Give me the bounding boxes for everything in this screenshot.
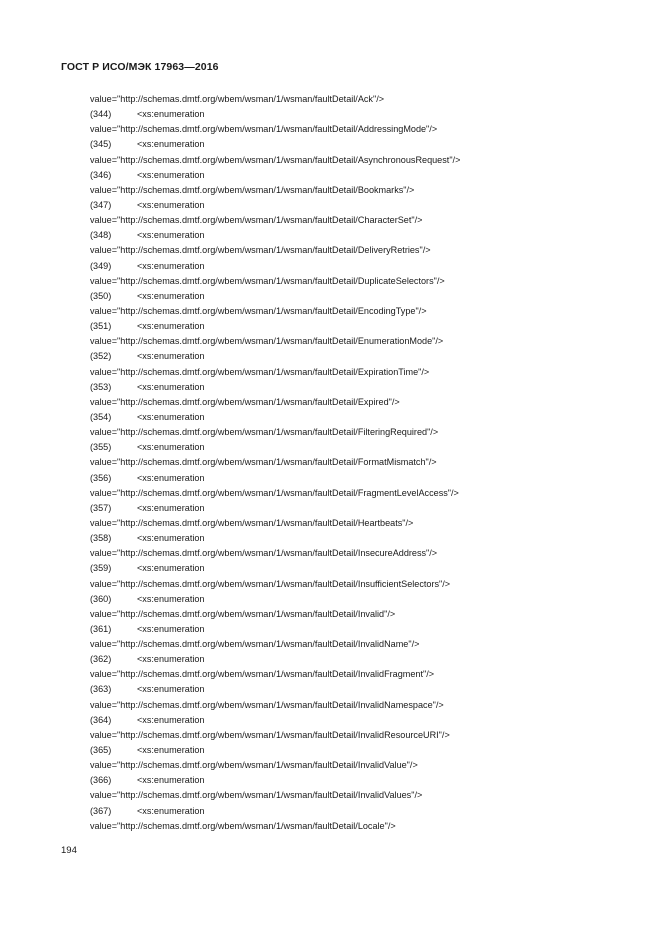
enumeration-keyword: <xs:enumeration [137, 351, 205, 362]
value-line: value="http://schemas.dmtf.org/wbem/wsman/1/wsman/faultDetail/EncodingType"/> [90, 305, 427, 316]
line-number: (353) [90, 381, 112, 392]
enumeration-line [90, 289, 650, 304]
enumeration-line [90, 228, 650, 243]
enumeration-line [90, 501, 650, 516]
enumeration-keyword: <xs:enumeration [137, 411, 205, 422]
entries-list [90, 107, 650, 834]
enumeration-keyword: <xs:enumeration [137, 533, 205, 544]
enumeration-line [90, 410, 650, 425]
line-number: (359) [90, 563, 112, 574]
line-number: (354) [90, 411, 112, 422]
value-line: value="http://schemas.dmtf.org/wbem/wsman/1/wsman/faultDetail/InvalidResourceURI"/> [90, 729, 450, 740]
enumeration-line [90, 561, 650, 576]
code-listing [90, 92, 650, 834]
enumeration-keyword: <xs:enumeration [137, 290, 205, 301]
value-line: value="http://schemas.dmtf.org/wbem/wsman/1/wsman/faultDetail/InvalidValue"/> [90, 760, 418, 771]
line-number: (347) [90, 199, 112, 210]
enumeration-keyword: <xs:enumeration [137, 502, 205, 513]
enumeration-keyword: <xs:enumeration [137, 775, 205, 786]
enumeration-keyword: <xs:enumeration [137, 381, 205, 392]
enumeration-keyword: <xs:enumeration [137, 623, 205, 634]
enumeration-keyword: <xs:enumeration [137, 109, 205, 120]
page-header-title: ГОСТ Р ИСО/МЭК 17963—2016 [61, 61, 219, 73]
enumeration-line [90, 319, 650, 334]
line-number: (355) [90, 442, 112, 453]
value-line: value="http://schemas.dmtf.org/wbem/wsman/1/wsman/faultDetail/InvalidName"/> [90, 639, 420, 650]
enumeration-line [90, 531, 650, 546]
line-number: (360) [90, 593, 112, 604]
value-line: value="http://schemas.dmtf.org/wbem/wsman/1/wsman/faultDetail/CharacterSet"/> [90, 215, 423, 226]
value-line: value="http://schemas.dmtf.org/wbem/wsman/1/wsman/faultDetail/InvalidValues"/> [90, 790, 423, 801]
line-number: (348) [90, 230, 112, 241]
line-number: (345) [90, 139, 112, 150]
enumeration-keyword: <xs:enumeration [137, 472, 205, 483]
value-line: value="http://schemas.dmtf.org/wbem/wsman/1/wsman/faultDetail/Locale"/> [90, 820, 396, 831]
enumeration-line [90, 349, 650, 364]
line-number: (352) [90, 351, 112, 362]
enumeration-keyword: <xs:enumeration [137, 714, 205, 725]
enumeration-keyword: <xs:enumeration [137, 745, 205, 756]
enumeration-line [90, 107, 650, 122]
enumeration-keyword: <xs:enumeration [137, 593, 205, 604]
value-line: value="http://schemas.dmtf.org/wbem/wsman/1/wsman/faultDetail/InvalidNamespace"/> [90, 699, 444, 710]
page-number: 194 [61, 845, 77, 856]
enumeration-line [90, 773, 650, 788]
line-number: (363) [90, 684, 112, 695]
value-line: value="http://schemas.dmtf.org/wbem/wsman/1/wsman/faultDetail/Heartbeats"/> [90, 517, 414, 528]
enumeration-keyword: <xs:enumeration [137, 654, 205, 665]
enumeration-keyword: <xs:enumeration [137, 260, 205, 271]
enumeration-line [90, 440, 650, 455]
enumeration-line [90, 168, 650, 183]
enumeration-keyword: <xs:enumeration [137, 230, 205, 241]
line-number: (366) [90, 775, 112, 786]
line-number: (357) [90, 502, 112, 513]
enumeration-line [90, 198, 650, 213]
value-line: value="http://schemas.dmtf.org/wbem/wsman/1/wsman/faultDetail/FormatMismatch"/> [90, 457, 437, 468]
value-line: value="http://schemas.dmtf.org/wbem/wsman/1/wsman/faultDetail/FilteringRequired"/> [90, 427, 439, 438]
line-number: (344) [90, 109, 112, 120]
enumeration-keyword: <xs:enumeration [137, 169, 205, 180]
value-line: value="http://schemas.dmtf.org/wbem/wsman/1/wsman/faultDetail/AddressingMode"/> [90, 124, 438, 135]
enumeration-line [90, 259, 650, 274]
line-number: (356) [90, 472, 112, 483]
line-number: (362) [90, 654, 112, 665]
value-line: value="http://schemas.dmtf.org/wbem/wsman/1/wsman/faultDetail/InsecureAddress"/> [90, 548, 438, 559]
enumeration-line [90, 804, 650, 819]
value-line: value="http://schemas.dmtf.org/wbem/wsman/1/wsman/faultDetail/Bookmarks"/> [90, 184, 415, 195]
enumeration-line [90, 471, 650, 486]
enumeration-line [90, 743, 650, 758]
enumeration-keyword: <xs:enumeration [137, 805, 205, 816]
value-line: value="http://schemas.dmtf.org/wbem/wsman/1/wsman/faultDetail/DuplicateSelectors"/> [90, 275, 445, 286]
enumeration-line [90, 592, 650, 607]
line-number: (346) [90, 169, 112, 180]
enumeration-keyword: <xs:enumeration [137, 199, 205, 210]
enumeration-line [90, 380, 650, 395]
value-line: value="http://schemas.dmtf.org/wbem/wsman/1/wsman/faultDetail/Invalid"/> [90, 608, 396, 619]
line-number: (367) [90, 805, 112, 816]
line-number: (350) [90, 290, 112, 301]
line-number: (349) [90, 260, 112, 271]
line-number: (358) [90, 533, 112, 544]
line-number: (361) [90, 623, 112, 634]
value-line: value="http://schemas.dmtf.org/wbem/wsman/1/wsman/faultDetail/Ack"/> [90, 94, 385, 104]
value-line: value="http://schemas.dmtf.org/wbem/wsman/1/wsman/faultDetail/FragmentLevelAccess"/> [90, 487, 459, 498]
value-line: value="http://schemas.dmtf.org/wbem/wsman/1/wsman/faultDetail/AsynchronousRequest"/> [90, 154, 461, 165]
enumeration-keyword: <xs:enumeration [137, 321, 205, 332]
line-number: (364) [90, 714, 112, 725]
enumeration-keyword: <xs:enumeration [137, 442, 205, 453]
value-line: value="http://schemas.dmtf.org/wbem/wsman/1/wsman/faultDetail/DeliveryRetries"/> [90, 245, 431, 256]
enumeration-line [90, 622, 650, 637]
enumeration-line [90, 682, 650, 697]
enumeration-line [90, 137, 650, 152]
enumeration-line [90, 652, 650, 667]
value-line: value="http://schemas.dmtf.org/wbem/wsman/1/wsman/faultDetail/InvalidFragment"/> [90, 669, 435, 680]
value-line: value="http://schemas.dmtf.org/wbem/wsman/1/wsman/faultDetail/EnumerationMode"/> [90, 336, 444, 347]
value-line: value="http://schemas.dmtf.org/wbem/wsman/1/wsman/faultDetail/Expired"/> [90, 396, 400, 407]
enumeration-keyword: <xs:enumeration [137, 563, 205, 574]
enumeration-keyword: <xs:enumeration [137, 139, 205, 150]
value-line: value="http://schemas.dmtf.org/wbem/wsman/1/wsman/faultDetail/InsufficientSelectors"/> [90, 578, 451, 589]
line-number: (365) [90, 745, 112, 756]
value-line: value="http://schemas.dmtf.org/wbem/wsman/1/wsman/faultDetail/ExpirationTime"/> [90, 366, 430, 377]
enumeration-keyword: <xs:enumeration [137, 684, 205, 695]
enumeration-line [90, 713, 650, 728]
line-number: (351) [90, 321, 112, 332]
